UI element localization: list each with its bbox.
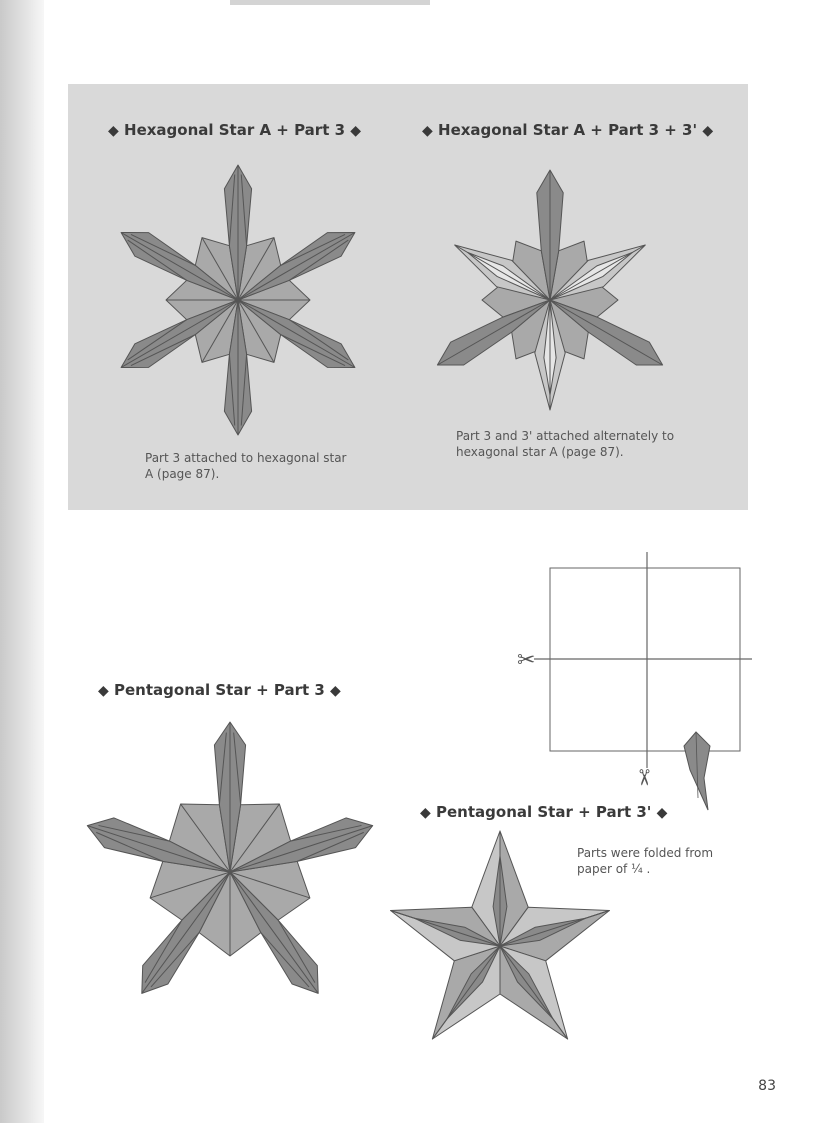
caption-hexagonal-star-a-part-3-3prime: Part 3 and 3' attached alternately to hexagonal star A (page 87).	[456, 429, 675, 459]
hexagonal-star-part-3-3prime-figure	[420, 160, 680, 420]
pentagonal-star-part-3-figure	[78, 712, 388, 1002]
heading-pentagonal-star-part-3: ◆ Pentagonal Star + Part 3 ◆	[98, 681, 341, 699]
hexagonal-star-part-3-figure	[108, 160, 368, 440]
book-spine-shadow	[0, 0, 44, 1123]
caption-hexagonal-star-a-part-3: Part 3 attached to hexagonal star A (page 87).	[145, 451, 347, 481]
pentagonal-star-part-3prime-figure	[382, 828, 622, 1053]
heading-hexagonal-star-a-part-3: ◆ Hexagonal Star A + Part 3 ◆	[108, 121, 362, 139]
heading-hexagonal-star-a-part-3-3prime: ◆ Hexagonal Star A + Part 3 + 3' ◆	[422, 121, 714, 139]
top-edge-mark	[230, 0, 430, 5]
caption-paper-size: Parts were folded from paper of ¼ .	[577, 846, 714, 876]
page-number: 83	[758, 1078, 776, 1094]
scissors-icon: ✂	[517, 648, 536, 673]
scissors-icon: ✂	[630, 768, 656, 787]
heading-pentagonal-star-part-3prime: ◆ Pentagonal Star + Part 3' ◆	[420, 803, 668, 821]
